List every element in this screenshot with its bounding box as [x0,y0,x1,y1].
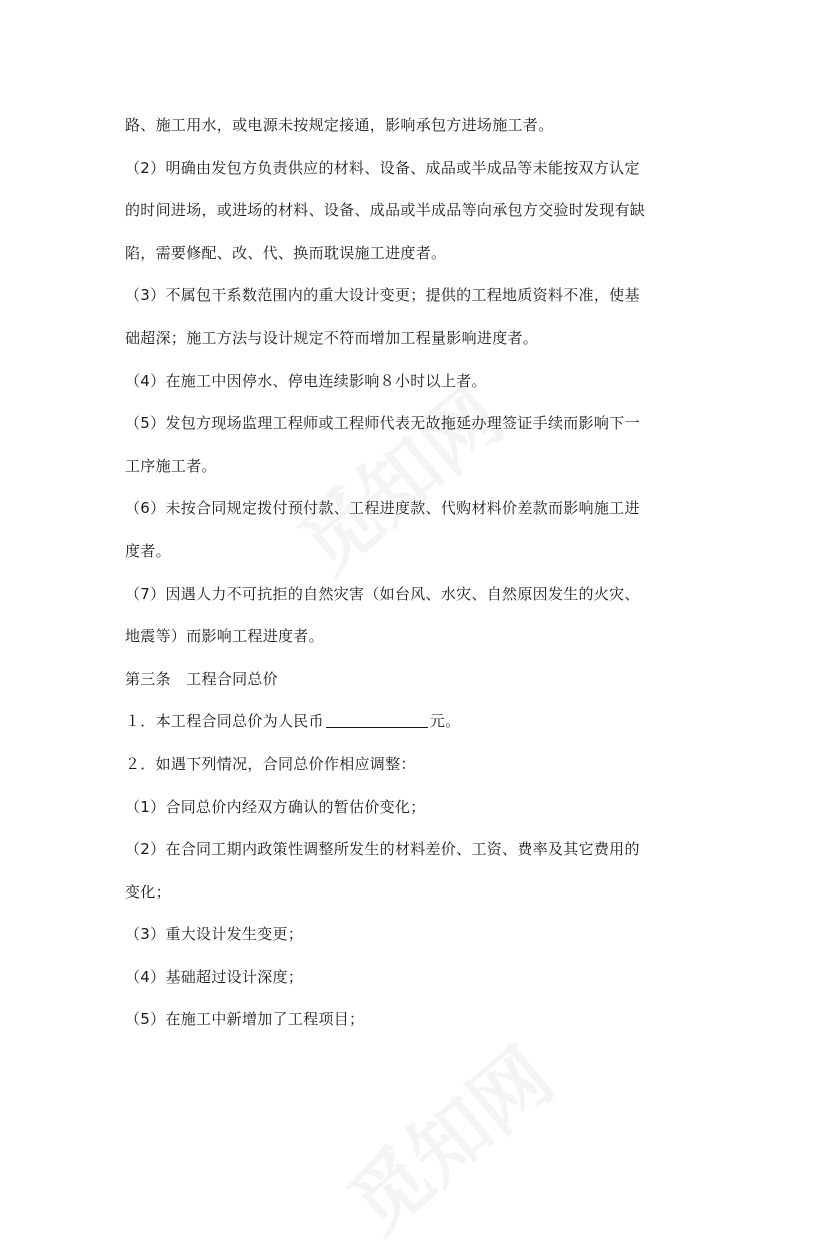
text-line: 地震等）而影响工程进度者。 [125,627,324,646]
contract-price-line [125,700,705,743]
text-line: 的时间进场，或进场的材料、设备、成品或半成品等向承包方交验时发现有缺 [125,201,646,220]
text-line: 路、施工用水，或电源未按规定接通，影响承包方进场施工者。 [125,116,554,134]
text-line: （3）不属包干系数范围内的重大设计变更；提供的工程地质资料不准，使基 [125,286,640,305]
text-line: 变化； [125,882,171,901]
text-line: 度者。 [125,541,171,560]
text-line: （4）基础超过设计深度； [125,967,304,986]
document-body [125,104,705,1041]
text-line: （5）发包方现场监理工程师或工程师代表无故拖延办理签证手续而影响下一 [125,414,640,433]
text-line: （6）未按合同规定拨付预付款、工程进度款、代购材料价差款而影响施工进 [125,499,640,518]
section-heading: 第三条 工程合同总价 [125,669,279,688]
text-line: ２．如遇下列情况，合同总价作相应调整： [125,754,416,773]
text-line: （3）重大设计发生变更； [125,925,304,944]
text-line: （7）因遇人力不可抗拒的自然灾害（如台风、水灾、自然原因发生的火灾、 [125,584,640,603]
price-blank-field [326,712,428,728]
text-line: 础超深；施工方法与设计规定不符而增加工程量影响进度者。 [125,328,539,347]
text-line: （5）在施工中新增加了工程项目； [125,1010,365,1029]
contract-price-prefix: １．本工程合同总价为人民币 [125,712,324,731]
text-line: （2）明确由发包方负责供应的材料、设备、成品或半成品等未能按双方认定 [125,158,640,177]
watermark [321,1018,572,1254]
text-line: 陷，需要修配、改、代、换而耽误施工进度者。 [125,243,447,262]
text-line: （4）在施工中因停水、停电连续影响８小时以上者。 [125,371,487,390]
text-line: （2）在合同工期内政策性调整所发生的材料差价、工资、费率及其它费用的 [125,840,640,859]
contract-price-suffix: 元。 [429,712,461,731]
text-line: （1）合同总价内经双方确认的暂估价变化； [125,797,426,816]
text-line: 工序施工者。 [125,456,217,475]
